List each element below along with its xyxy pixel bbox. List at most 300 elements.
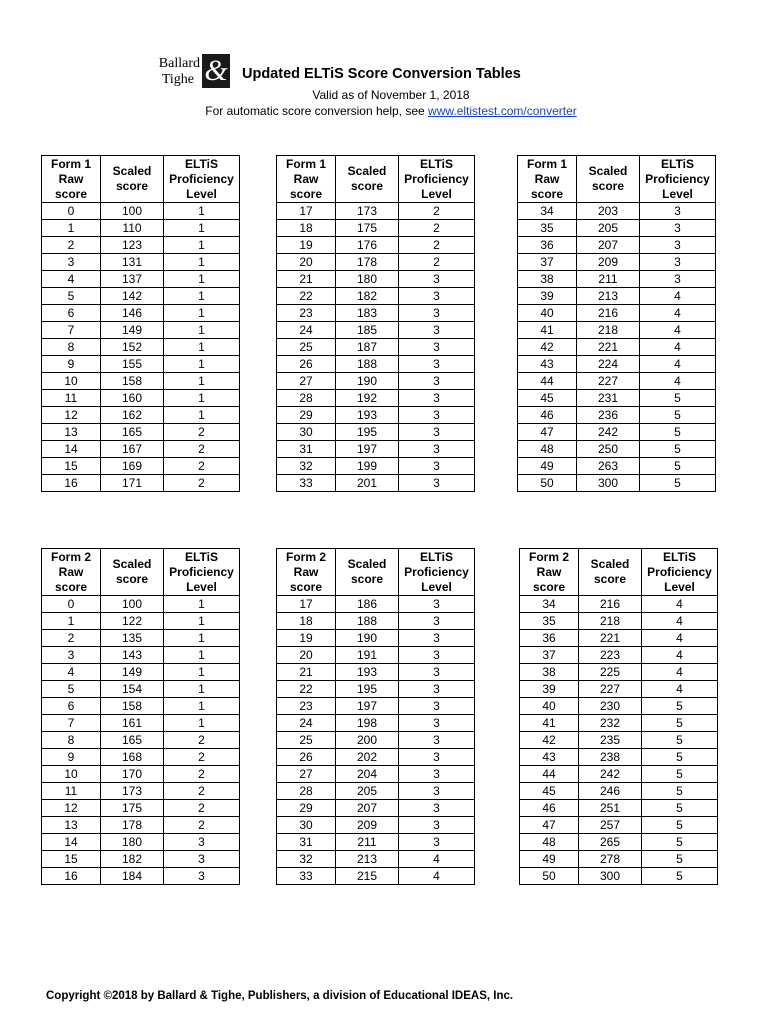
raw-score-cell: 29 xyxy=(277,800,336,817)
raw-score-cell: 10 xyxy=(42,373,101,390)
table-row xyxy=(42,305,240,322)
proficiency-level-cell: 3 xyxy=(164,851,240,868)
table-row xyxy=(520,613,718,630)
scaled-score-cell: 188 xyxy=(336,356,399,373)
proficiency-level-cell: 3 xyxy=(399,681,475,698)
scaled-score-cell: 242 xyxy=(577,424,640,441)
scaled-score-cell: 251 xyxy=(579,800,642,817)
proficiency-level-cell: 5 xyxy=(640,424,716,441)
table-row xyxy=(277,339,475,356)
table-header-row xyxy=(42,156,240,203)
scaled-score-cell: 242 xyxy=(579,766,642,783)
table-row xyxy=(277,749,475,766)
scaled-score-cell: 218 xyxy=(579,613,642,630)
scaled-score-cell: 265 xyxy=(579,834,642,851)
scaled-score-cell: 205 xyxy=(577,220,640,237)
raw-score-cell: 0 xyxy=(42,596,101,613)
table-row xyxy=(42,322,240,339)
table-row xyxy=(42,356,240,373)
raw-score-cell: 42 xyxy=(520,732,579,749)
table-row xyxy=(518,271,716,288)
scaled-score-cell: 246 xyxy=(579,783,642,800)
scaled-score-cell: 185 xyxy=(336,322,399,339)
proficiency-level-cell: 4 xyxy=(642,613,718,630)
table-row xyxy=(42,834,240,851)
proficiency-level-header: ELTiS Proficiency Level xyxy=(164,549,240,596)
raw-score-cell: 30 xyxy=(277,424,336,441)
proficiency-level-cell: 5 xyxy=(640,441,716,458)
raw-score-cell: 12 xyxy=(42,407,101,424)
proficiency-level-cell: 1 xyxy=(164,373,240,390)
proficiency-level-cell: 3 xyxy=(399,424,475,441)
table-row xyxy=(42,596,240,613)
table-row xyxy=(42,475,240,492)
form1-table-part-3 xyxy=(517,155,716,492)
table-row xyxy=(518,305,716,322)
table-row xyxy=(277,322,475,339)
proficiency-level-cell: 4 xyxy=(640,305,716,322)
table-row xyxy=(520,800,718,817)
scaled-score-cell: 250 xyxy=(577,441,640,458)
scaled-score-cell: 204 xyxy=(336,766,399,783)
table-row xyxy=(42,288,240,305)
proficiency-level-cell: 3 xyxy=(399,339,475,356)
proficiency-level-cell: 1 xyxy=(164,698,240,715)
proficiency-level-cell: 1 xyxy=(164,715,240,732)
table-row xyxy=(518,441,716,458)
raw-score-cell: 19 xyxy=(277,630,336,647)
raw-score-cell: 29 xyxy=(277,407,336,424)
page-title: Updated ELTiS Score Conversion Tables xyxy=(242,66,521,82)
raw-score-cell: 41 xyxy=(520,715,579,732)
table-row xyxy=(277,390,475,407)
table-row xyxy=(42,868,240,885)
help-text: For automatic score conversion help, see xyxy=(205,104,429,118)
proficiency-level-cell: 1 xyxy=(164,305,240,322)
table-row xyxy=(277,203,475,220)
proficiency-level-cell: 3 xyxy=(399,664,475,681)
proficiency-level-cell: 3 xyxy=(399,613,475,630)
scaled-score-cell: 165 xyxy=(101,424,164,441)
proficiency-level-cell: 3 xyxy=(399,647,475,664)
raw-score-cell: 7 xyxy=(42,715,101,732)
proficiency-level-cell: 2 xyxy=(164,783,240,800)
scaled-score-cell: 176 xyxy=(336,237,399,254)
scaled-score-cell: 201 xyxy=(336,475,399,492)
table-row xyxy=(277,664,475,681)
raw-score-header: Form 1 Raw score xyxy=(277,156,336,203)
raw-score-cell: 38 xyxy=(518,271,577,288)
table-row xyxy=(520,851,718,868)
scaled-score-cell: 155 xyxy=(101,356,164,373)
scaled-score-cell: 199 xyxy=(336,458,399,475)
table-row xyxy=(520,630,718,647)
form2-table-part-3 xyxy=(519,548,718,885)
proficiency-level-cell: 3 xyxy=(399,715,475,732)
scaled-score-cell: 227 xyxy=(579,681,642,698)
raw-score-cell: 39 xyxy=(518,288,577,305)
scaled-score-cell: 278 xyxy=(579,851,642,868)
table-row xyxy=(518,407,716,424)
scaled-score-cell: 131 xyxy=(101,254,164,271)
proficiency-level-cell: 1 xyxy=(164,322,240,339)
raw-score-cell: 45 xyxy=(518,390,577,407)
raw-score-cell: 38 xyxy=(520,664,579,681)
raw-score-cell: 48 xyxy=(518,441,577,458)
proficiency-level-cell: 3 xyxy=(640,254,716,271)
scaled-score-cell: 175 xyxy=(101,800,164,817)
table-row xyxy=(42,237,240,254)
scaled-score-cell: 203 xyxy=(577,203,640,220)
form1-table-part-1 xyxy=(41,155,240,492)
proficiency-level-cell: 2 xyxy=(399,203,475,220)
scaled-score-cell: 213 xyxy=(577,288,640,305)
scaled-score-header: Scaled score xyxy=(101,156,164,203)
table-row xyxy=(520,817,718,834)
proficiency-level-cell: 3 xyxy=(164,868,240,885)
raw-score-cell: 14 xyxy=(42,834,101,851)
raw-score-header: Form 2 Raw score xyxy=(277,549,336,596)
raw-score-cell: 25 xyxy=(277,339,336,356)
logo-ampersand-mark: & xyxy=(202,54,230,88)
raw-score-header: Form 1 Raw score xyxy=(518,156,577,203)
proficiency-level-cell: 3 xyxy=(399,732,475,749)
table-row xyxy=(277,596,475,613)
proficiency-level-cell: 2 xyxy=(399,237,475,254)
scaled-score-cell: 225 xyxy=(579,664,642,681)
raw-score-cell: 5 xyxy=(42,288,101,305)
logo-text xyxy=(150,56,200,88)
table-row xyxy=(277,732,475,749)
table-row xyxy=(277,817,475,834)
table-row xyxy=(277,475,475,492)
table-row xyxy=(518,475,716,492)
proficiency-level-header: ELTiS Proficiency Level xyxy=(640,156,716,203)
scaled-score-cell: 221 xyxy=(579,630,642,647)
scaled-score-header: Scaled score xyxy=(577,156,640,203)
proficiency-level-cell: 5 xyxy=(642,732,718,749)
table-row xyxy=(518,390,716,407)
proficiency-level-cell: 2 xyxy=(399,220,475,237)
table-row xyxy=(42,783,240,800)
proficiency-level-cell: 5 xyxy=(642,766,718,783)
raw-score-cell: 34 xyxy=(520,596,579,613)
proficiency-level-cell: 1 xyxy=(164,681,240,698)
raw-score-cell: 24 xyxy=(277,715,336,732)
table-row xyxy=(518,220,716,237)
scaled-score-cell: 123 xyxy=(101,237,164,254)
scaled-score-cell: 162 xyxy=(101,407,164,424)
scaled-score-cell: 216 xyxy=(577,305,640,322)
raw-score-cell: 39 xyxy=(520,681,579,698)
scaled-score-cell: 227 xyxy=(577,373,640,390)
proficiency-level-cell: 3 xyxy=(399,766,475,783)
scaled-score-cell: 183 xyxy=(336,305,399,322)
proficiency-level-cell: 3 xyxy=(164,834,240,851)
scaled-score-cell: 169 xyxy=(101,458,164,475)
scaled-score-cell: 202 xyxy=(336,749,399,766)
raw-score-cell: 33 xyxy=(277,868,336,885)
raw-score-cell: 1 xyxy=(42,613,101,630)
table-row xyxy=(42,647,240,664)
proficiency-level-cell: 3 xyxy=(640,220,716,237)
scaled-score-cell: 100 xyxy=(101,203,164,220)
scaled-score-cell: 160 xyxy=(101,390,164,407)
scaled-score-cell: 300 xyxy=(579,868,642,885)
proficiency-level-cell: 3 xyxy=(399,783,475,800)
proficiency-level-cell: 2 xyxy=(164,458,240,475)
proficiency-level-cell: 5 xyxy=(642,715,718,732)
raw-score-cell: 24 xyxy=(277,322,336,339)
raw-score-cell: 4 xyxy=(42,271,101,288)
table-row xyxy=(42,407,240,424)
form2-table-part-2 xyxy=(276,548,475,885)
raw-score-cell: 28 xyxy=(277,390,336,407)
table-row xyxy=(518,458,716,475)
table-header-row xyxy=(518,156,716,203)
scaled-score-header: Scaled score xyxy=(101,549,164,596)
raw-score-cell: 33 xyxy=(277,475,336,492)
proficiency-level-cell: 4 xyxy=(642,664,718,681)
raw-score-cell: 40 xyxy=(520,698,579,715)
proficiency-level-cell: 2 xyxy=(164,732,240,749)
table-row xyxy=(42,390,240,407)
scaled-score-cell: 197 xyxy=(336,698,399,715)
scaled-score-cell: 186 xyxy=(336,596,399,613)
proficiency-level-header: ELTiS Proficiency Level xyxy=(164,156,240,203)
proficiency-level-cell: 1 xyxy=(164,613,240,630)
table-row xyxy=(277,237,475,254)
raw-score-cell: 32 xyxy=(277,851,336,868)
scaled-score-cell: 110 xyxy=(101,220,164,237)
proficiency-level-cell: 3 xyxy=(399,630,475,647)
converter-link[interactable]: www.eltistest.com/converter xyxy=(428,104,577,118)
proficiency-level-header: ELTiS Proficiency Level xyxy=(399,549,475,596)
scaled-score-cell: 100 xyxy=(101,596,164,613)
proficiency-level-cell: 3 xyxy=(640,203,716,220)
table-row xyxy=(277,715,475,732)
raw-score-cell: 45 xyxy=(520,783,579,800)
raw-score-cell: 8 xyxy=(42,732,101,749)
proficiency-level-cell: 1 xyxy=(164,288,240,305)
scaled-score-cell: 188 xyxy=(336,613,399,630)
table-row xyxy=(277,288,475,305)
table-row xyxy=(277,630,475,647)
scaled-score-cell: 187 xyxy=(336,339,399,356)
scaled-score-cell: 207 xyxy=(336,800,399,817)
table-row xyxy=(277,766,475,783)
proficiency-level-cell: 3 xyxy=(399,390,475,407)
raw-score-cell: 44 xyxy=(520,766,579,783)
scaled-score-cell: 146 xyxy=(101,305,164,322)
proficiency-level-cell: 3 xyxy=(640,271,716,288)
table-row xyxy=(518,339,716,356)
raw-score-cell: 49 xyxy=(520,851,579,868)
scaled-score-cell: 158 xyxy=(101,373,164,390)
table-row xyxy=(277,441,475,458)
proficiency-level-cell: 4 xyxy=(640,373,716,390)
scaled-score-cell: 135 xyxy=(101,630,164,647)
raw-score-cell: 40 xyxy=(518,305,577,322)
scaled-score-cell: 195 xyxy=(336,681,399,698)
raw-score-cell: 2 xyxy=(42,237,101,254)
table-row xyxy=(520,732,718,749)
scaled-score-header: Scaled score xyxy=(336,549,399,596)
proficiency-level-cell: 2 xyxy=(164,475,240,492)
raw-score-cell: 25 xyxy=(277,732,336,749)
raw-score-cell: 23 xyxy=(277,305,336,322)
scaled-score-cell: 213 xyxy=(336,851,399,868)
table-row xyxy=(277,458,475,475)
raw-score-header: Form 2 Raw score xyxy=(42,549,101,596)
proficiency-level-cell: 3 xyxy=(399,373,475,390)
table-row xyxy=(42,339,240,356)
raw-score-cell: 12 xyxy=(42,800,101,817)
table-row xyxy=(277,356,475,373)
table-row xyxy=(42,271,240,288)
scaled-score-cell: 184 xyxy=(101,868,164,885)
raw-score-cell: 0 xyxy=(42,203,101,220)
table-row xyxy=(42,817,240,834)
proficiency-level-cell: 3 xyxy=(399,698,475,715)
proficiency-level-cell: 1 xyxy=(164,254,240,271)
scaled-score-cell: 152 xyxy=(101,339,164,356)
raw-score-cell: 20 xyxy=(277,647,336,664)
scaled-score-cell: 180 xyxy=(101,834,164,851)
table-row xyxy=(42,698,240,715)
scaled-score-cell: 175 xyxy=(336,220,399,237)
proficiency-level-cell: 2 xyxy=(164,441,240,458)
raw-score-cell: 49 xyxy=(518,458,577,475)
proficiency-level-cell: 1 xyxy=(164,596,240,613)
raw-score-cell: 15 xyxy=(42,851,101,868)
raw-score-cell: 43 xyxy=(518,356,577,373)
proficiency-level-cell: 1 xyxy=(164,203,240,220)
table-row xyxy=(518,237,716,254)
scaled-score-cell: 190 xyxy=(336,373,399,390)
scaled-score-cell: 178 xyxy=(336,254,399,271)
raw-score-cell: 17 xyxy=(277,596,336,613)
proficiency-level-cell: 3 xyxy=(399,271,475,288)
proficiency-level-cell: 3 xyxy=(399,475,475,492)
proficiency-level-cell: 2 xyxy=(164,817,240,834)
raw-score-cell: 21 xyxy=(277,664,336,681)
raw-score-cell: 10 xyxy=(42,766,101,783)
scaled-score-cell: 198 xyxy=(336,715,399,732)
scaled-score-cell: 223 xyxy=(579,647,642,664)
raw-score-cell: 32 xyxy=(277,458,336,475)
scaled-score-cell: 173 xyxy=(101,783,164,800)
raw-score-cell: 50 xyxy=(520,868,579,885)
raw-score-cell: 41 xyxy=(518,322,577,339)
table-row xyxy=(277,834,475,851)
raw-score-cell: 22 xyxy=(277,681,336,698)
raw-score-cell: 3 xyxy=(42,254,101,271)
scaled-score-cell: 211 xyxy=(577,271,640,288)
scaled-score-cell: 197 xyxy=(336,441,399,458)
table-row xyxy=(277,254,475,271)
scaled-score-cell: 165 xyxy=(101,732,164,749)
help-line xyxy=(0,104,768,118)
raw-score-cell: 7 xyxy=(42,322,101,339)
scaled-score-cell: 171 xyxy=(101,475,164,492)
proficiency-level-cell: 2 xyxy=(164,800,240,817)
proficiency-level-cell: 4 xyxy=(640,322,716,339)
scaled-score-cell: 216 xyxy=(579,596,642,613)
raw-score-cell: 9 xyxy=(42,356,101,373)
scaled-score-cell: 182 xyxy=(101,851,164,868)
scaled-score-cell: 231 xyxy=(577,390,640,407)
table-header-row xyxy=(520,549,718,596)
proficiency-level-cell: 3 xyxy=(399,305,475,322)
logo-line-2: Tighe xyxy=(161,72,194,87)
scaled-score-cell: 191 xyxy=(336,647,399,664)
proficiency-level-cell: 1 xyxy=(164,390,240,407)
scaled-score-cell: 142 xyxy=(101,288,164,305)
proficiency-level-cell: 4 xyxy=(640,356,716,373)
scaled-score-cell: 149 xyxy=(101,664,164,681)
raw-score-cell: 27 xyxy=(277,373,336,390)
scaled-score-cell: 149 xyxy=(101,322,164,339)
raw-score-cell: 11 xyxy=(42,390,101,407)
raw-score-cell: 26 xyxy=(277,356,336,373)
raw-score-header: Form 1 Raw score xyxy=(42,156,101,203)
scaled-score-cell: 221 xyxy=(577,339,640,356)
proficiency-level-cell: 3 xyxy=(399,817,475,834)
proficiency-level-cell: 1 xyxy=(164,356,240,373)
table-row xyxy=(520,681,718,698)
raw-score-cell: 43 xyxy=(520,749,579,766)
raw-score-cell: 23 xyxy=(277,698,336,715)
proficiency-level-cell: 1 xyxy=(164,271,240,288)
proficiency-level-cell: 5 xyxy=(642,834,718,851)
proficiency-level-cell: 4 xyxy=(642,647,718,664)
scaled-score-cell: 218 xyxy=(577,322,640,339)
table-header-row xyxy=(42,549,240,596)
table-row xyxy=(42,664,240,681)
raw-score-cell: 16 xyxy=(42,475,101,492)
proficiency-level-cell: 3 xyxy=(399,322,475,339)
form1-table-part-2 xyxy=(276,155,475,492)
raw-score-cell: 47 xyxy=(520,817,579,834)
proficiency-level-cell: 3 xyxy=(399,441,475,458)
raw-score-cell: 22 xyxy=(277,288,336,305)
proficiency-level-cell: 5 xyxy=(640,390,716,407)
table-row xyxy=(518,254,716,271)
table-header-row xyxy=(277,156,475,203)
scaled-score-cell: 170 xyxy=(101,766,164,783)
raw-score-cell: 46 xyxy=(520,800,579,817)
table-row xyxy=(277,271,475,288)
raw-score-cell: 47 xyxy=(518,424,577,441)
table-row xyxy=(42,220,240,237)
raw-score-cell: 44 xyxy=(518,373,577,390)
scaled-score-cell: 300 xyxy=(577,475,640,492)
scaled-score-cell: 193 xyxy=(336,664,399,681)
raw-score-cell: 13 xyxy=(42,424,101,441)
scaled-score-cell: 192 xyxy=(336,390,399,407)
table-row xyxy=(277,220,475,237)
raw-score-cell: 30 xyxy=(277,817,336,834)
raw-score-cell: 31 xyxy=(277,441,336,458)
raw-score-cell: 50 xyxy=(518,475,577,492)
proficiency-level-cell: 3 xyxy=(399,800,475,817)
raw-score-cell: 2 xyxy=(42,630,101,647)
table-row xyxy=(42,254,240,271)
raw-score-cell: 16 xyxy=(42,868,101,885)
proficiency-level-cell: 5 xyxy=(642,749,718,766)
table-row xyxy=(42,715,240,732)
